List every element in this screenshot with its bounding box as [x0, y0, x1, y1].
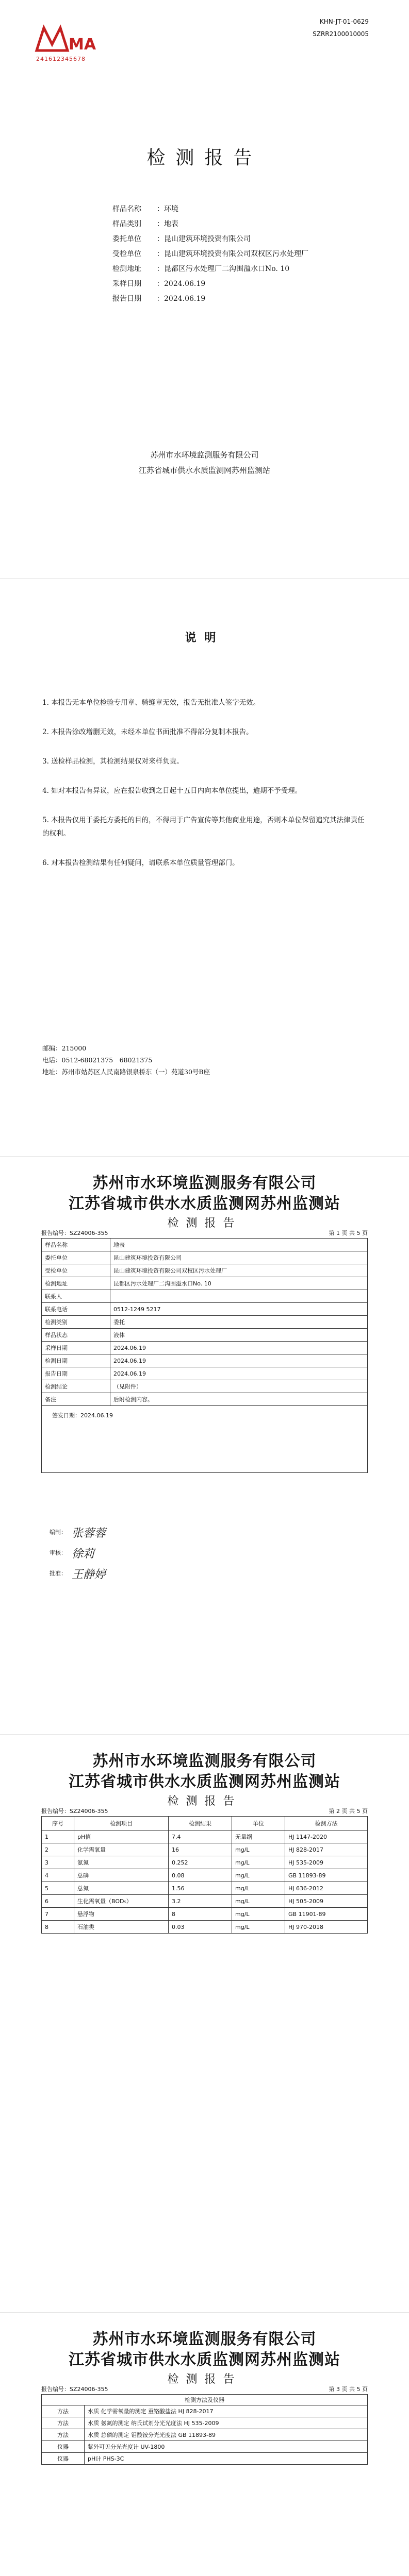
table-cell: 1.56 — [169, 1882, 232, 1895]
info-row: 样品类别 ： 地表 — [112, 217, 308, 232]
table-cell: 4 — [42, 1869, 74, 1882]
info-value: 2024.06.19 — [164, 295, 206, 303]
table-cell: 5 — [42, 1882, 74, 1895]
table-row — [42, 1239, 368, 1251]
cma-seal — [30, 24, 96, 62]
row-value: 昆山建筑环境投资有限公司 — [110, 1251, 368, 1264]
table-cell: 无量纲 — [232, 1831, 285, 1843]
row-label: 检测地址 — [42, 1277, 110, 1290]
org-station: 江苏省城市供水水质监测网苏州监测站 — [69, 1773, 340, 1791]
report-number: 报告编号：SZ24006-355 — [41, 1808, 108, 1815]
svg-text:MA: MA — [69, 36, 96, 54]
row-label: 备注 — [42, 1393, 110, 1406]
column-header: 检测项目 — [74, 1817, 169, 1831]
table-cell: GB 11893-89 — [285, 1869, 368, 1882]
signature: 王静婷 — [72, 1568, 106, 1581]
report-meta — [41, 1807, 368, 1815]
report-number: 报告编号：SZ24006-355 — [41, 1230, 108, 1236]
table-row — [42, 1316, 368, 1329]
report-page-3 — [0, 2312, 409, 2576]
table-row — [42, 1354, 368, 1367]
table-cell: 0.03 — [169, 1921, 232, 1934]
table-cell: 8 — [169, 1908, 232, 1921]
table-cell: HJ 828-2017 — [285, 1843, 368, 1856]
note-item: 3. 送检样品检测，其检测结果仅对来样负责。 — [42, 757, 184, 766]
row-label: 检测日期 — [42, 1354, 110, 1367]
cma-logo-icon — [32, 24, 96, 55]
report-meta — [41, 2385, 368, 2393]
table-row — [42, 1908, 368, 1921]
table-cell: mg/L — [232, 1908, 285, 1921]
org-name: 苏州市水环境监测服务有限公司 — [92, 2330, 317, 2348]
notes-title: 说明 — [185, 631, 224, 645]
phone: 电话：0512-68021375 68021375 — [42, 1056, 153, 1064]
row-value: 水质 化学需氧量的测定 重铬酸盐法 HJ 828-2017 — [85, 2405, 368, 2417]
table-cell: mg/L — [232, 1856, 285, 1869]
table-cell: mg/L — [232, 1921, 285, 1934]
table-cell: mg/L — [232, 1869, 285, 1882]
signature-row — [50, 1524, 106, 1540]
table-cell: HJ 1147-2020 — [285, 1831, 368, 1843]
notes-page — [0, 578, 409, 1156]
table-row — [42, 1342, 368, 1354]
row-value: 昆都区污水处理厂二沟围溢水口No. 10 — [110, 1277, 368, 1290]
column-header: 检测方法 — [285, 1817, 368, 1831]
table-cell: HJ 636-2012 — [285, 1882, 368, 1895]
row-label: 方法 — [42, 2417, 85, 2429]
report-reference — [313, 15, 369, 40]
table-row — [42, 2417, 368, 2429]
table-cell: HJ 970-2018 — [285, 1921, 368, 1934]
sign-date: 签发日期：2024.06.19 — [52, 1412, 113, 1419]
results-table — [41, 1816, 368, 1934]
sample-info-table — [41, 1238, 368, 1406]
table-cell: 氨氮 — [74, 1856, 169, 1869]
signature: 张蓉蓉 — [72, 1527, 106, 1540]
row-value: 0512-1249 5217 — [110, 1303, 368, 1316]
table-cell: 3.2 — [169, 1895, 232, 1908]
row-value: 后附检测内容。 — [110, 1393, 368, 1406]
org-station: 江苏省城市供水水质监测网苏州监测站 — [69, 2351, 340, 2369]
signature: 徐莉 — [72, 1548, 95, 1561]
column-header: 序号 — [42, 1817, 74, 1831]
row-label: 样品状态 — [42, 1329, 110, 1342]
info-value: 地表 — [164, 220, 178, 228]
postcode: 邮编：215000 — [42, 1044, 87, 1052]
table-row — [42, 1882, 368, 1895]
info-label: 受检单位 — [112, 250, 141, 258]
row-label: 样品名称 — [42, 1239, 110, 1251]
info-row: 委托单位 ： 昆山建筑环境投资有限公司 — [112, 232, 308, 247]
info-row: 报告日期 ： 2024.06.19 — [112, 292, 308, 307]
row-value: 地表 — [110, 1239, 368, 1251]
row-value: 2024.06.19 — [110, 1342, 368, 1354]
row-label: 仪器 — [42, 2453, 85, 2465]
cma-number: 241612345678 — [36, 56, 86, 62]
org-name: 苏州市水环境监测服务有限公司 — [150, 450, 259, 460]
row-value: 水质 总磷的测定 钼酸铵分光光度法 GB 11893-89 — [85, 2429, 368, 2441]
table-cell: 7.4 — [169, 1831, 232, 1843]
table-row — [42, 1251, 368, 1264]
row-label: 方法 — [42, 2405, 85, 2417]
notes-list — [42, 696, 365, 886]
methods-table — [41, 2394, 368, 2465]
table-cell: 16 — [169, 1843, 232, 1856]
cover-title: 检测报告 — [146, 147, 263, 168]
methods-title: 检测方法及仪器 — [42, 2395, 368, 2405]
table-cell: mg/L — [232, 1882, 285, 1895]
table-cell: mg/L — [232, 1895, 285, 1908]
signature-row — [50, 1545, 94, 1561]
note-item: 6. 对本报告检测结果有任何疑问，请联系本单位质量管理部门。 — [42, 859, 239, 867]
note-item: 2. 本报告涂改增删无效，未经本单位书面批准不得部分复制本报告。 — [42, 728, 253, 736]
row-value: pH计 PHS-3C — [85, 2453, 368, 2465]
info-label: 检测地址 — [112, 265, 141, 273]
report-title: 检测报告 — [167, 2373, 242, 2386]
row-value: 2024.06.19 — [110, 1354, 368, 1367]
table-cell: 0.252 — [169, 1856, 232, 1869]
row-label: 仪器 — [42, 2441, 85, 2453]
report-number: KHN-JT-01-0629 — [319, 18, 369, 25]
table-row — [42, 1277, 368, 1290]
info-value: 2024.06.19 — [164, 280, 206, 288]
table-cell: 0.08 — [169, 1869, 232, 1882]
row-label: 采样日期 — [42, 1342, 110, 1354]
page-number: 第 2 页 共 5 页 — [329, 1808, 368, 1815]
row-label: 委托单位 — [42, 1251, 110, 1264]
info-label: 样品名称 — [112, 205, 141, 213]
table-row — [42, 1869, 368, 1882]
info-label: 采样日期 — [112, 280, 141, 288]
note-item: 1. 本报告无本单位检验专用章、骑缝章无效，报告无批准人签字无效。 — [42, 699, 260, 707]
table-cell: 6 — [42, 1895, 74, 1908]
table-cell: 总氮 — [74, 1882, 169, 1895]
row-value: （见附件） — [110, 1380, 368, 1393]
info-value: 昆山建筑环境投资有限公司双权区污水处理厂 — [164, 250, 308, 258]
cover-info — [112, 202, 308, 307]
info-row: 采样日期 ： 2024.06.19 — [112, 277, 308, 292]
table-cell: 8 — [42, 1921, 74, 1934]
cover-page — [0, 0, 409, 578]
row-label: 报告日期 — [42, 1367, 110, 1380]
table-row — [42, 2441, 368, 2453]
table-cell: 总磷 — [74, 1869, 169, 1882]
table-cell: 2 — [42, 1843, 74, 1856]
table-row — [42, 2429, 368, 2441]
row-value — [110, 1290, 368, 1303]
column-header: 检测结果 — [169, 1817, 232, 1831]
column-header: 单位 — [232, 1817, 285, 1831]
table-row — [42, 1303, 368, 1316]
stamp-area — [41, 1406, 368, 1473]
report-org-header — [0, 1751, 409, 1792]
report-number: 报告编号：SZ24006-355 — [41, 2386, 108, 2393]
row-label: 受检单位 — [42, 1264, 110, 1277]
note-item: 4. 如对本报告有异议，应在报告收到之日起十五日内向本单位提出，逾期不予受理。 — [42, 787, 302, 795]
table-cell: HJ 535-2009 — [285, 1856, 368, 1869]
org-station: 江苏省城市供水水质监测网苏州监测站 — [69, 1195, 340, 1213]
signer-role: 批准： — [50, 1570, 67, 1577]
signer-role: 审核： — [50, 1549, 67, 1556]
info-label: 报告日期 — [112, 295, 141, 303]
info-label: 委托单位 — [112, 235, 141, 243]
table-row — [42, 1264, 368, 1277]
row-label: 联系电话 — [42, 1303, 110, 1316]
row-label: 检测类别 — [42, 1316, 110, 1329]
row-label: 方法 — [42, 2429, 85, 2441]
org-name: 苏州市水环境监测服务有限公司 — [92, 1752, 317, 1770]
row-value: 昆山建筑环境投资有限公司双权区污水处理厂 — [110, 1264, 368, 1277]
row-value: 2024.06.19 — [110, 1367, 368, 1380]
table-row — [42, 1367, 368, 1380]
table-cell: HJ 505-2009 — [285, 1895, 368, 1908]
note-item: 5. 本报告仅用于委托方委托的目的，不得用于广告宣传等其他商业用途，否则本单位保留追究其法律责任的权利。 — [42, 816, 365, 838]
table-cell: 7 — [42, 1908, 74, 1921]
table-row — [42, 2453, 368, 2465]
table-row — [42, 1856, 368, 1869]
signer-role: 编制： — [50, 1529, 67, 1536]
report-page-2 — [0, 1734, 409, 2312]
table-cell: 1 — [42, 1831, 74, 1843]
table-row — [42, 1393, 368, 1406]
table-row — [42, 1843, 368, 1856]
table-header-row — [42, 1817, 368, 1831]
table-cell: 化学需氧量 — [74, 1843, 169, 1856]
report-number-secondary: SZRR2100010005 — [313, 30, 369, 38]
table-cell: mg/L — [232, 1843, 285, 1856]
info-row: 受检单位 ： 昆山建筑环境投资有限公司双权区污水处理厂 — [112, 247, 308, 262]
info-value: 环境 — [164, 205, 178, 213]
table-row — [42, 1895, 368, 1908]
info-row: 样品名称 ： 环境 — [112, 202, 308, 217]
table-cell: 悬浮物 — [74, 1908, 169, 1921]
info-value: 昆都区污水处理厂二沟围溢水口No. 10 — [164, 265, 290, 273]
row-value: 水质 氨氮的测定 纳氏试剂分光光度法 HJ 535-2009 — [85, 2417, 368, 2429]
info-label: 样品类别 — [112, 220, 141, 228]
address: 地址：苏州市姑苏区人民南路银泉桥东（一）苑道30号B座 — [42, 1068, 210, 1076]
page-number: 第 1 页 共 5 页 — [329, 1230, 368, 1236]
table-cell: GB 11901-89 — [285, 1908, 368, 1921]
contact-info — [42, 1042, 210, 1078]
row-label: 检测结论 — [42, 1380, 110, 1393]
table-row — [42, 1921, 368, 1934]
row-label: 联系人 — [42, 1290, 110, 1303]
issuing-organization — [0, 447, 409, 478]
report-page-1 — [0, 1156, 409, 1734]
info-row: 检测地址 ： 昆都区污水处理厂二沟围溢水口No. 10 — [112, 262, 308, 277]
table-row — [42, 1380, 368, 1393]
row-value: 委托 — [110, 1316, 368, 1329]
table-row — [42, 1831, 368, 1843]
signature-row — [50, 1566, 106, 1582]
table-row — [42, 1290, 368, 1303]
org-station: 江苏省城市供水水质监测网苏州监测站 — [138, 466, 270, 475]
table-cell: pH值 — [74, 1831, 169, 1843]
table-cell: 3 — [42, 1856, 74, 1869]
report-title: 检测报告 — [167, 1217, 242, 1230]
report-org-header — [0, 2329, 409, 2370]
table-row — [42, 1329, 368, 1342]
org-name: 苏州市水环境监测服务有限公司 — [92, 1174, 317, 1192]
report-title: 检测报告 — [167, 1795, 242, 1808]
table-cell: 生化需氧量（BOD₅） — [74, 1895, 169, 1908]
row-value: 紫外可见分光光度计 UV-1800 — [85, 2441, 368, 2453]
info-value: 昆山建筑环境投资有限公司 — [164, 235, 251, 243]
report-org-header — [0, 1173, 409, 1214]
page-number: 第 3 页 共 5 页 — [329, 2386, 368, 2393]
row-value: 液体 — [110, 1329, 368, 1342]
table-cell: 石油类 — [74, 1921, 169, 1934]
table-row — [42, 2405, 368, 2417]
report-meta — [41, 1229, 368, 1237]
